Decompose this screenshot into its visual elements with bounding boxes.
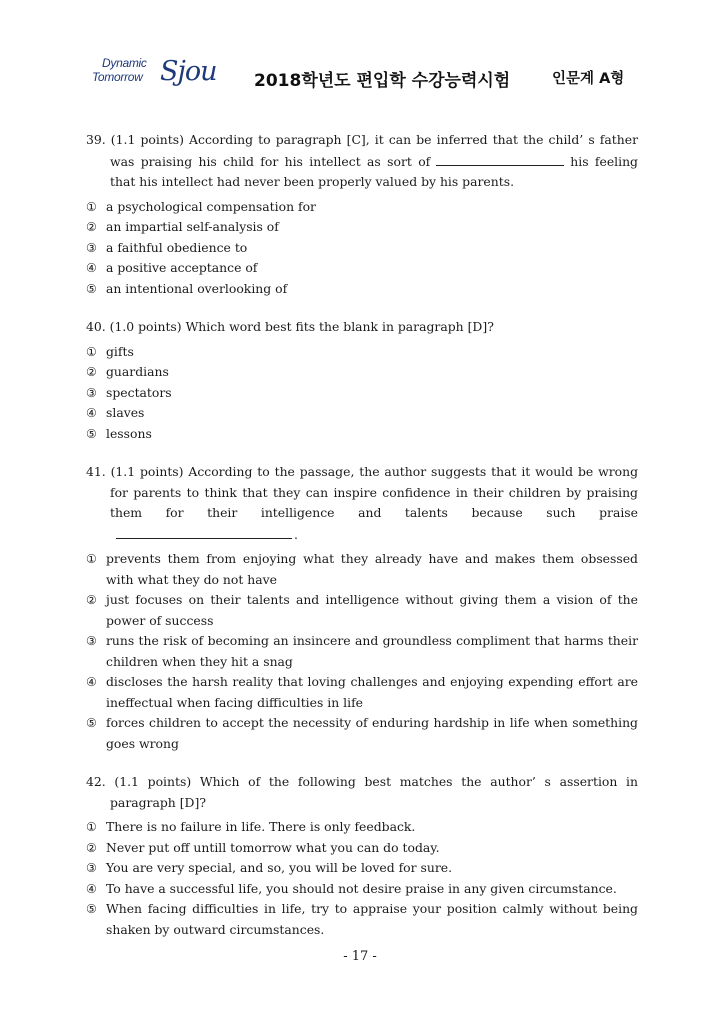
answer-option[interactable]	[86, 383, 638, 404]
option-text: When facing difficulties in life, try to appraise your position calmly without being shaken by outward circumstances.	[106, 901, 638, 937]
question-stem	[86, 462, 638, 545]
answer-option[interactable]	[86, 817, 638, 838]
option-text: a faithful obedience to	[106, 239, 248, 255]
logo-tagline-dynamic: Dynamic	[102, 56, 147, 70]
option-text: guardians	[106, 364, 169, 379]
question-stem: 40. (1.0 points) Which word best fits the blank in paragraph [D]?	[86, 319, 494, 334]
answer-option[interactable]	[86, 217, 638, 238]
page-number: - 17 -	[343, 949, 377, 964]
option-marker: ⑤	[86, 426, 97, 441]
question-stem	[86, 130, 638, 193]
option-text: an impartial self-analysis of	[106, 219, 279, 234]
answer-option[interactable]	[86, 858, 638, 879]
question-section	[86, 130, 638, 940]
question-40	[86, 317, 638, 444]
answer-option[interactable]	[86, 342, 638, 363]
question-39	[86, 130, 638, 299]
page-header	[0, 0, 720, 110]
university-logo	[92, 56, 222, 98]
option-marker: ①	[86, 344, 97, 359]
question-stem-text: 39. (1.1 points) According to paragraph [C], it can be inferred that the child’ s father was praising his child for his intellect as sort of	[86, 132, 638, 169]
option-text: lessons	[106, 425, 152, 441]
option-text: slaves	[106, 405, 145, 420]
answer-option[interactable]	[86, 362, 638, 383]
option-text: discloses the harsh reality that loving challenges and enjoying expending effort are ineffectual when facing difficulties in life	[106, 674, 638, 710]
answer-option[interactable]	[86, 899, 638, 940]
option-marker: ③	[86, 861, 97, 875]
option-text: Never put off untill tomorrow what you can do today.	[106, 839, 440, 855]
option-text: runs the risk of becoming an insincere and groundless compliment that harms their children when they hit a snag	[106, 633, 638, 669]
answer-option[interactable]	[86, 631, 638, 672]
logo-tagline-tomorrow: Tomorrow	[92, 70, 143, 84]
question-stem-text: 41. (1.1 points) According to the passage, the author suggests that it would be wrong for parents to think that they can inspire confidence in their children by praising them for their intelligence and talents because such praise	[86, 464, 638, 520]
spacer	[86, 444, 638, 462]
option-marker: ⑤	[86, 281, 97, 296]
answer-option[interactable]	[86, 403, 638, 424]
option-marker: ①	[86, 552, 97, 566]
option-marker: ①	[86, 199, 97, 214]
answer-option[interactable]	[86, 549, 638, 590]
option-text: prevents them from enjoying what they already have and makes them obsessed with what they do not have	[106, 551, 638, 587]
option-text: a psychological compensation for	[106, 198, 316, 214]
option-marker: ④	[86, 261, 97, 275]
logo-brand-mark: Sjou	[160, 56, 217, 87]
option-marker: ④	[86, 881, 97, 896]
option-marker: ④	[86, 406, 97, 420]
spacer	[86, 754, 638, 772]
answer-blank	[116, 524, 292, 539]
answer-option[interactable]	[86, 258, 638, 279]
option-text: To have a successful life, you should not desire praise in any given circumstance.	[106, 880, 617, 896]
answer-option[interactable]	[86, 197, 638, 218]
option-marker: ③	[86, 385, 97, 400]
exam-title: 2018학년도 편입학 수강능력시험	[254, 71, 511, 91]
option-text: spectators	[106, 384, 172, 400]
exam-type-label: 인문계 A형	[552, 71, 625, 87]
option-text: just focuses on their talents and intelligence without giving them a vision of the power of success	[106, 592, 638, 628]
option-marker: ②	[86, 220, 97, 234]
answer-option[interactable]	[86, 672, 638, 713]
option-marker: ⑤	[86, 716, 97, 730]
option-marker: ②	[86, 593, 97, 607]
option-text: There is no failure in life. There is only feedback.	[106, 819, 416, 834]
option-text: an intentional overlooking of	[106, 280, 288, 296]
answer-option[interactable]	[86, 879, 638, 900]
answer-blank	[436, 151, 564, 166]
answer-option[interactable]	[86, 590, 638, 631]
answer-option[interactable]	[86, 424, 638, 445]
answer-option[interactable]	[86, 713, 638, 754]
question-42	[86, 772, 638, 940]
option-marker: ③	[86, 240, 97, 255]
answer-option[interactable]	[86, 238, 638, 259]
question-stem: 42. (1.1 points) Which of the following best matches the author’ s assertion in paragraph [D]?	[86, 774, 638, 810]
option-marker: ⑤	[86, 902, 97, 916]
option-text: forces children to accept the necessity of enduring hardship in life when something goes wrong	[106, 715, 638, 751]
option-marker: ②	[86, 365, 97, 379]
option-text: gifts	[106, 343, 134, 359]
option-text: You are very special, and so, you will be loved for sure.	[106, 860, 453, 875]
question-stem-text-cont: .	[294, 526, 298, 542]
option-marker: ②	[86, 840, 97, 855]
option-text: a positive acceptance of	[106, 260, 258, 275]
option-marker: ③	[86, 634, 97, 648]
option-marker: ①	[86, 820, 97, 834]
spacer	[86, 299, 638, 317]
question-stem-text-cont: his feeling that his intellect had never been properly valued by his parents.	[110, 153, 638, 189]
answer-option[interactable]	[86, 279, 638, 300]
answer-option[interactable]	[86, 838, 638, 859]
question-41	[86, 462, 638, 754]
option-marker: ④	[86, 675, 97, 689]
